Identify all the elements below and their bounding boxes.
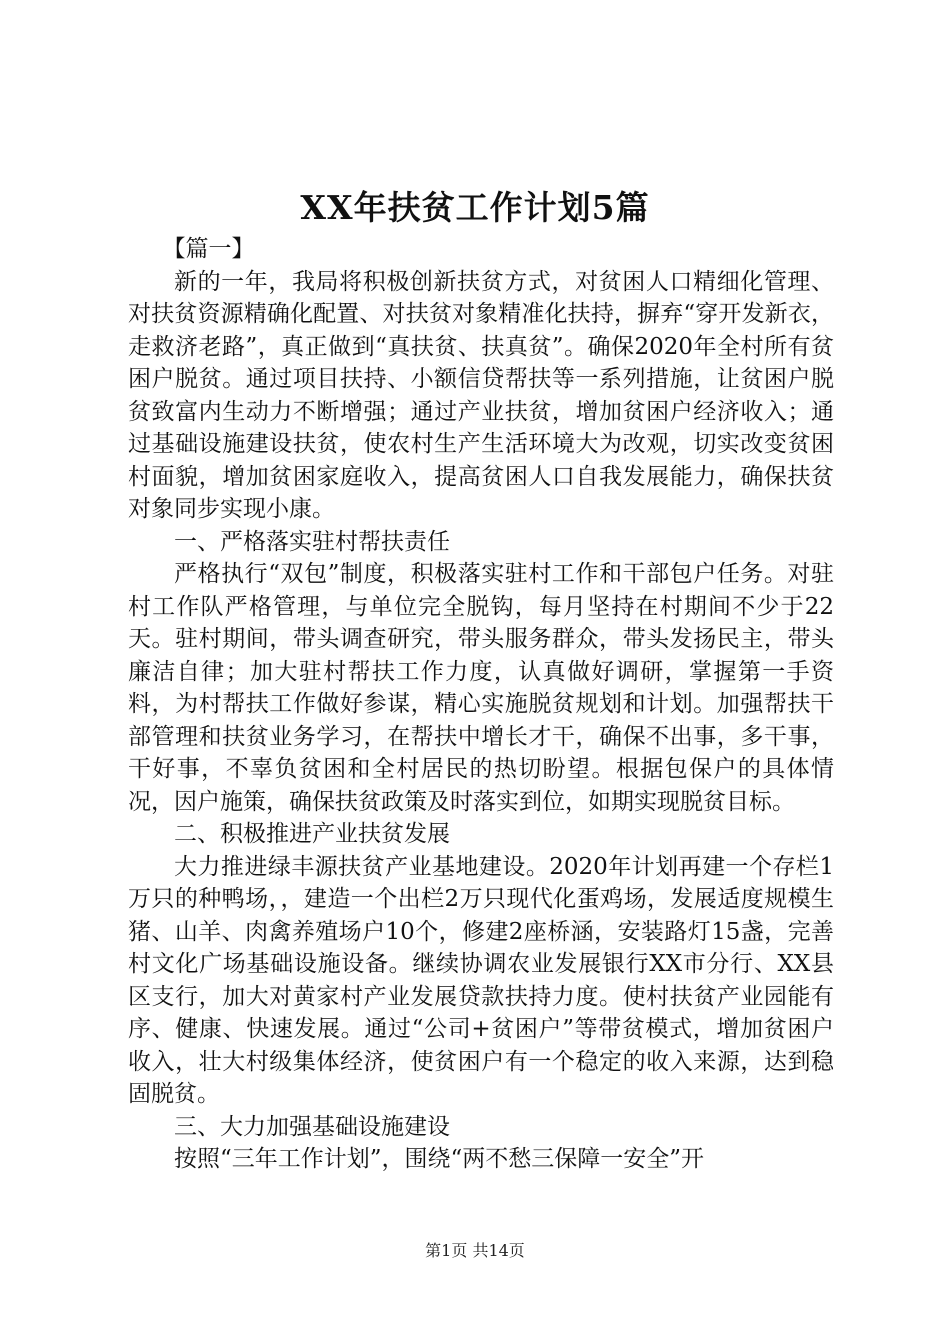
document-body xyxy=(128,233,834,1176)
document-title: XX年扶贫工作计划5篇 xyxy=(300,188,650,227)
paragraph-intro: 新的一年，我局将积极创新扶贫方式，对贫困人口精细化管理、对扶贫资源精确化配置、对扶贫对象精准化扶持，摒弃“穿开发新衣，走救济老路”，真正做到“真扶贫、扶真贫”。确保2020年全村所有贫困户脱贫。通过项目扶持、小额信贷帮扶等一系列措施，让贫困户脱贫致富内生动力不断增强；通过产业扶贫，增加贫困户经济收入；通过基础设施建设扶贫，使农村生产生活环境大为改观，切实改变贫困村面貌，增加贫困家庭收入，提高贫困人口自我发展能力，确保扶贫对象同步实现小康。 xyxy=(128,268,834,522)
paragraph-section-1: 严格执行“双包”制度，积极落实驻村工作和干部包户任务。对驻村工作队严格管理，与单位完全脱钩，每月坚持在村期间不少于22天。驻村期间，带头调查研究，带头服务群众，带头发扬民主，带头廉洁自律；加大驻村帮扶工作力度，认真做好调研，掌握第一手资料，为村帮扶工作做好参谋，精心实施脱贫规划和计划。加强帮扶干部管理和扶贫业务学习，在帮扶中增长才干，确保不出事，多干事，干好事，不辜负贫困和全村居民的热切盼望。根据包保户的具体情况，因户施策，确保扶贫政策及时落实到位，如期实现脱贫目标。 xyxy=(128,561,834,815)
paragraph-section-2: 大力推进绿丰源扶贫产业基地建设。2020年计划再建一个存栏1万只的种鸭场，，建造一个出栏2万只现代化蛋鸡场，发展适度规模生猪、山羊、肉禽养殖场户10个，修建2座桥涵，安装路灯15盏，完善村文化广场基础设施设备。继续协调农业发展银行XX市分行、XX县区支行，加大对黄家村产业发展贷款扶持力度。使村扶贫产业园能有序、健康、快速发展。通过“公司+贫困户”等带贫模式，增加贫困户收入，壮大村级集体经济，使贫困户有一个稳定的收入来源，达到稳固脱贫。 xyxy=(128,853,834,1107)
heading-section-1: 一、严格落实驻村帮扶责任 xyxy=(174,528,450,555)
heading-section-2: 二、积极推进产业扶贫发展 xyxy=(174,821,450,847)
page-footer: 第1页 共14页 xyxy=(425,1241,525,1260)
section-label: 【篇一】 xyxy=(162,236,255,262)
paragraph-section-3: 按照“三年工作计划”，围绕“两不愁三保障一安全”开 xyxy=(174,1146,705,1172)
heading-section-3: 三、大力加强基础设施建设 xyxy=(174,1113,450,1140)
